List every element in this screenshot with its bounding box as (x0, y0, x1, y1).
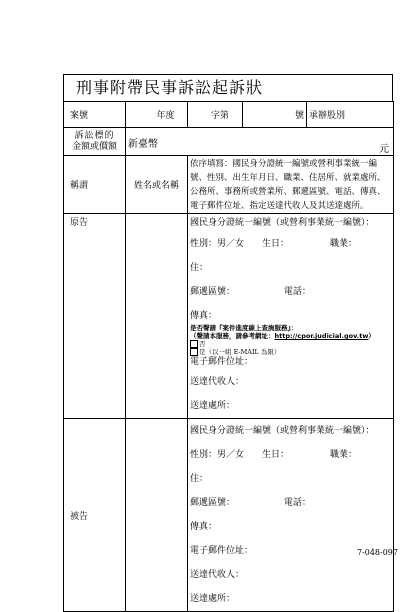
plaintiff-agent: 送達代收人： (190, 377, 245, 387)
plaintiff-occupation: 職業： (329, 239, 357, 249)
division-cell[interactable] (307, 102, 394, 128)
plaintiff-fax: 傳真： (190, 311, 218, 321)
case-hao-cell[interactable] (243, 102, 307, 128)
defendant-details-cell[interactable] (188, 419, 394, 612)
defendant-row (64, 419, 394, 612)
defendant-postal: 郵遞區號： (190, 498, 236, 508)
case-hao-label: 號 (294, 111, 304, 121)
defendant-fax: 傳真： (190, 522, 218, 532)
case-zi-cell[interactable] (188, 102, 243, 128)
case-label: 案號 (70, 111, 89, 121)
plaintiff-details-cell[interactable] (188, 214, 394, 419)
amount-value-cell[interactable] (126, 128, 394, 156)
online-service-question: 是否聲請『案件進度線上查詢服務』： (190, 324, 298, 332)
instructions-cell (188, 156, 394, 214)
instructions-text: 依序填寫：國民身分證統一編號或營利事業統一編號、性別、出生年月日、職業、住居所、就業處所、公務所、事務所或營業所、郵遞區號、電話、傳真、電子郵件位址、指定送達代收人及其送達處所。 (190, 159, 386, 211)
plaintiff-name-cell[interactable] (126, 214, 188, 419)
header-row (64, 156, 394, 214)
amount-label-line1: 訴訟標的 (74, 130, 115, 141)
plaintiff-agent-address: 送達處所： (190, 401, 236, 411)
defendant-id-line: 國民身分證統一編號（或營利事業統一編號）： (190, 426, 375, 436)
defendant-label-cell (64, 419, 126, 612)
defendant-email: 電子郵件位址： (190, 546, 254, 556)
plaintiff-gender-birthday: 性別：男／女 生日： (190, 239, 290, 249)
form-title: 刑事附帶民事訴訟起訴狀 (63, 74, 393, 101)
option-no-label: 否 (199, 340, 206, 348)
option-yes[interactable] (188, 348, 393, 356)
defendant-label: 被告 (70, 511, 89, 522)
defendant-address: 住： (190, 474, 209, 484)
name-header-cell (126, 156, 188, 214)
plaintiff-id-line: 國民身分證統一編號（或營利事業統一編號）： (190, 218, 375, 228)
online-service-note (188, 332, 393, 340)
checkbox-yes[interactable] (190, 348, 198, 356)
option-no[interactable] (188, 340, 393, 348)
defendant-postal-line (188, 491, 393, 515)
amount-label-line2: 金額或價額 (71, 141, 117, 152)
online-service-url[interactable]: http://cpor.judicial.gov.tw (274, 332, 369, 340)
plaintiff-label: 原告 (70, 218, 89, 228)
plaintiff-label-cell (64, 214, 126, 419)
unit-label: 元 (379, 144, 389, 155)
amount-row (64, 128, 394, 156)
online-service-question-text: 是否聲請『案件進度線上查詢服務』 (190, 324, 291, 332)
defendant-gender-birthday: 性別：男／女 生日： (190, 450, 290, 460)
plaintiff-row (64, 214, 394, 419)
option-yes-label: 是（以一組 E-MAIL 為限） (199, 348, 281, 356)
case-number-row (64, 102, 394, 128)
plaintiff-postal-line (188, 280, 393, 304)
plaintiff-address: 住： (190, 263, 209, 273)
defendant-agent: 送達代收人： (190, 570, 245, 580)
case-number-label-cell (64, 102, 126, 128)
plaintiff-postal: 郵遞區號： (190, 287, 236, 297)
form-code: 7-048-097 (356, 548, 398, 557)
case-zi-label: 字第 (210, 111, 229, 121)
division-label: 承辦股別 (309, 111, 346, 121)
online-service-note-end: ） (368, 332, 375, 340)
checkbox-no[interactable] (190, 340, 198, 348)
designation-header-cell (64, 156, 126, 214)
plaintiff-email: 電子郵件位址： (190, 357, 254, 367)
case-year-cell[interactable] (126, 102, 188, 128)
plaintiff-phone: 電話： (283, 287, 311, 297)
defendant-name-cell[interactable] (126, 419, 188, 612)
online-service-note-text: （聲請本服務，請參考網址： (190, 332, 275, 340)
defendant-agent-address: 送達處所： (190, 594, 236, 604)
name-header: 姓名或名稱 (133, 181, 179, 191)
defendant-occupation: 職業： (329, 450, 357, 460)
designation-header: 稱謂 (70, 181, 89, 191)
complaint-form-table (63, 101, 394, 612)
case-year-label: 年度 (156, 111, 175, 121)
defendant-gender-line (188, 443, 393, 467)
plaintiff-gender-line (188, 232, 393, 256)
defendant-phone: 電話： (283, 498, 311, 508)
amount-label-cell (64, 128, 126, 156)
currency-label: 新臺幣 (128, 139, 158, 150)
